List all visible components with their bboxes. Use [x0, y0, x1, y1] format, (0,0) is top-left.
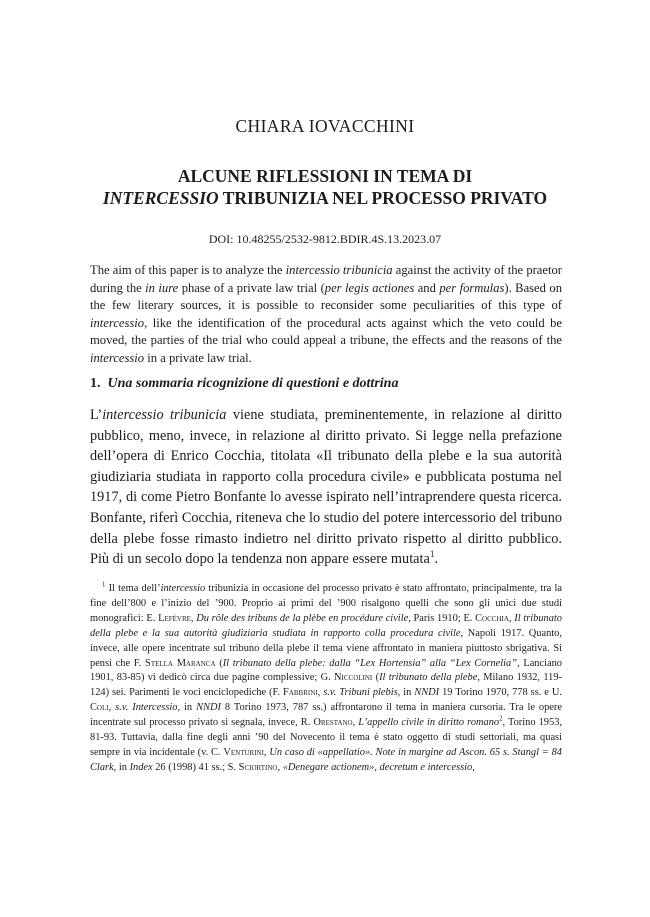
abstract-italic: per formulas [439, 280, 505, 295]
abstract-text: and [414, 280, 440, 295]
fn-author: Orestano [313, 717, 353, 729]
section-title: Una sommaria ricognizione di questioni e dottrina [107, 376, 399, 391]
title-line-2-rest: TRIBUNIZIA NEL PROCESSO PRIVATO [218, 188, 548, 208]
abstract-text: , like the identification of the procedural acts against which the veto could be moved, the parties of the trial who could appeal a tribune, the effects and the reasons of the [90, 315, 562, 348]
fn-text: , [108, 702, 116, 714]
fn-author: Cocchia [475, 612, 509, 624]
fn-text: , Lanciano 1901, 83-85) vi dedicò circa due pagine complessive; G. [90, 657, 562, 684]
fn-italic: Du rôle des tribuns de la plèbe en procédure civile, [196, 612, 411, 624]
abstract-italic: per legis actiones [324, 280, 415, 295]
abstract-text: against the activity of the praetor during the [90, 263, 562, 295]
fn-text: , [508, 612, 515, 624]
fn-italic: s.v. [115, 702, 129, 714]
footnote-ref[interactable]: 1 [429, 550, 435, 561]
body-text: viene studiata, preminentemente, in relazione al diritto pubblico, meno, invece, in relazione al diritto privato. Si legge nella prefazione dell’opera di Enrico Cocchia, titolata «Il tribunato della plebe e la sua autorità giudiziaria studiata in rapporto colla procedura civile» e pubblicata postuma nel 1917, di come Pietro Bonfante lo avesse ispirato nell’intraprendere questa ricerca. Bonfante, riferì Cocchia, riteneva che lo studio del potere intercessorio del tribuno della plebe fosse rimasto indietro nel diritto privato rispetto al diritto pubblico. Più di un secolo dopo la tendenza non appare essere mutata [90, 407, 562, 568]
fn-text: ( [372, 672, 380, 684]
fn-text: 19 Torino 1970, 778 ss. e U. [439, 687, 562, 699]
abstract-text: ). Based on the few literary sources, it is possible to reconsider some peculiarities of this type of [90, 280, 562, 313]
fn-text: tribunizia in occasione del processo privato è stato affrontato, principalmente, tra la fine dell’800 e l’inizio del ’900. Proprio ai primi del ’900 risalgono quelli che sono gli unici due studi monografici: E. [90, 583, 562, 624]
fn-text: , Napoli 1917. Quanto, invece, alle opere incentrate sul tribuno della plebe il tema viene affrontato in maniera piuttosto sbrigativa. Si pensi che F. [90, 627, 562, 669]
fn-italic: Intercessio [132, 702, 178, 714]
fn-italic: intercessio [160, 583, 206, 594]
fn-text: , in [397, 687, 415, 699]
abstract-italic: intercessio tribunicia [285, 263, 393, 277]
fn-italic: Il tribunato della plebe e la sua autorità giudiziaria studiata in rapporto colla procedura civile [90, 612, 562, 639]
abstract [90, 262, 562, 368]
fn-italic: Il tribunato della plebe [379, 672, 478, 684]
fn-author: Sciortino [238, 761, 278, 773]
fn-text: , Torino 1953, 81-93. Tuttavia, dalla fine degli anni ’90 del Novecento il tema è stato oggetto di studi settoriali, ma quasi sempre in via incidentale (v. C. [90, 717, 562, 758]
body-text: . [434, 551, 439, 568]
fn-author: Stella Maranca [145, 657, 216, 669]
fn-text: 26 (1998) 41 ss.; S. [152, 761, 239, 773]
fn-text: , [352, 717, 359, 729]
title-line-1: ALCUNE RIFLESSIONI IN TEMA DI [177, 166, 473, 186]
fn-text: , [317, 687, 324, 699]
abstract-text: in a private law trial. [144, 350, 252, 365]
fn-author: Niccolini [334, 672, 373, 684]
fn-text: , [263, 746, 270, 758]
fn-text: Paris 1910; E. [410, 612, 476, 624]
fn-text: , [190, 612, 197, 624]
fn-italic: Tribuni plebis [339, 687, 398, 699]
fn-text: , Milano 1932, 119-124) sei. Parimenti le voci enciclopediche (F. [90, 672, 562, 699]
fn-italic: «Denegare actionem», decretum e intercessio [282, 761, 473, 773]
article-title [0, 165, 650, 209]
fn-italic: NNDI [196, 702, 221, 714]
title-italic-term: INTERCESSIO [102, 188, 219, 208]
abstract-italic: in iure [145, 280, 179, 295]
doi-line: DOI: 10.48255/2532-9812.BDIR.4S.13.2023.07 [208, 232, 442, 246]
fn-author: Lefèvre [158, 612, 191, 624]
fn-italic: Il tribunato della plebe: dalla “Lex Hortensia” alla “Lex Cornelia” [222, 657, 518, 669]
abstract-italic: intercessio [90, 350, 145, 365]
footnote [90, 582, 562, 776]
abstract-text: phase of a private law trial ( [178, 280, 325, 295]
fn-text: , [472, 761, 475, 773]
fn-author: Venturini [223, 746, 264, 758]
body-italic: intercessio tribunicia [102, 407, 227, 423]
footnote-number: 1 [102, 581, 106, 589]
fn-text: ( [215, 657, 223, 669]
fn-text: , in [177, 702, 197, 714]
fn-text: , in [113, 761, 130, 773]
fn-text: Il tema dell’ [105, 583, 161, 594]
fn-text: 8 Torino 1973, 787 ss.) affrontarono il tema in maniera cursoria. Tra le opere incentrate sul processo privato si segnala, invece, R. [90, 702, 562, 729]
fn-italic: s.v. [323, 687, 337, 699]
fn-italic: NNDI [414, 687, 440, 699]
fn-italic: Un caso di «appellatio». Note in margine ad Ascon. 65 s. Stangl = 84 Clark [90, 746, 563, 773]
author-name: CHIARA IOVACCHINI [235, 116, 415, 136]
fn-author: Fabbrini [283, 687, 318, 699]
abstract-italic: intercessio [90, 315, 145, 330]
section-heading [90, 376, 562, 392]
title-line-2 [0, 187, 650, 209]
fn-author: Coli [90, 702, 109, 714]
section-number: 1. [90, 376, 101, 391]
body-text: L’ [90, 407, 103, 423]
body-paragraph [90, 405, 562, 570]
abstract-text: The aim of this paper is to analyze the [90, 263, 286, 277]
fn-italic: Index [129, 761, 153, 773]
fn-edition: 2 [499, 715, 503, 723]
fn-italic: L’appello civile in diritto romano [358, 717, 500, 729]
fn-text: , [277, 761, 283, 773]
